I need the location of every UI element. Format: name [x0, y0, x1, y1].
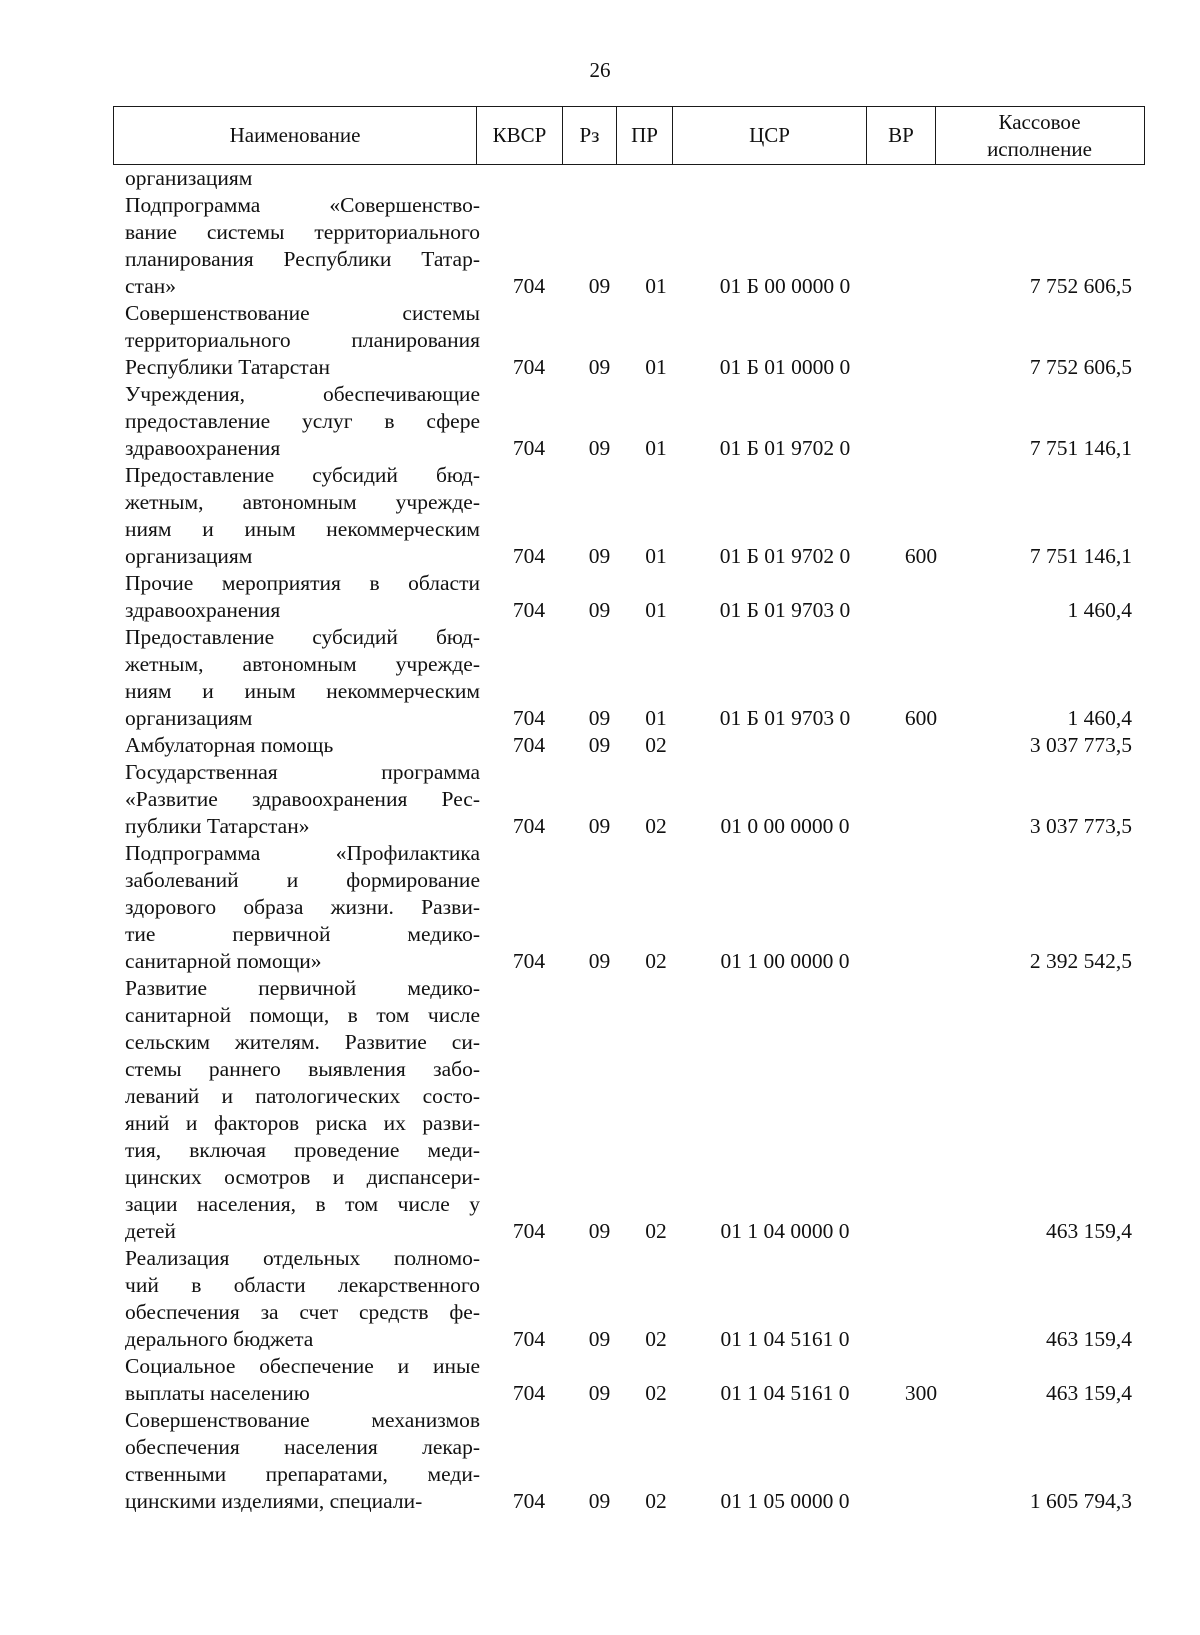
table-row [0, 1245, 1200, 1353]
row-name-line: детей [125, 1219, 176, 1243]
row-name [125, 1407, 480, 1515]
cell-csr: 01 1 04 0000 0 [720, 1219, 850, 1243]
cell-sum: 7 751 146,1 [1029, 544, 1132, 568]
table-row [0, 732, 1200, 759]
table-row [0, 975, 1200, 1245]
row-name-line: стемы раннего выявления забо- [125, 1057, 480, 1081]
cell-sum: 7 751 146,1 [1029, 436, 1132, 460]
cell-csr: 01 Б 01 9703 0 [719, 598, 851, 622]
row-name [125, 300, 480, 381]
cell-kvsr: 704 [512, 733, 546, 757]
cell-sum: 2 392 542,5 [1029, 949, 1132, 973]
row-name-line: здравоохранения [125, 436, 281, 460]
cell-pr: 02 [645, 1219, 667, 1243]
row-name-line: предоставление услуг в сфере [125, 409, 480, 433]
row-name-line: публики Татарстан» [125, 814, 310, 838]
row-name-line: Подпрограмма «Совершенство- [125, 193, 480, 217]
cell-pr: 02 [645, 1327, 667, 1351]
cell-rz: 09 [588, 598, 611, 622]
cell-sum: 1 460,4 [1067, 598, 1132, 622]
cell-sum: 3 037 773,5 [1029, 733, 1132, 757]
row-name [125, 759, 480, 840]
cell-pr: 02 [645, 1381, 667, 1405]
cell-kvsr: 704 [512, 814, 546, 838]
cell-sum: 463 159,4 [1046, 1219, 1132, 1243]
table-row [0, 300, 1200, 381]
cell-sum: 3 037 773,5 [1029, 814, 1132, 838]
row-name-line: жетным, автономным учрежде- [125, 490, 480, 514]
header-kvsr: КВСР [476, 107, 562, 164]
cell-sum: 1 460,4 [1067, 706, 1132, 730]
cell-pr: 01 [645, 598, 667, 622]
table-row [0, 570, 1200, 624]
row-name-line: Совершенствование механизмов [125, 1408, 480, 1432]
row-name-line: Амбулаторная помощь [125, 733, 334, 757]
cell-rz: 09 [588, 733, 611, 757]
row-name-line: зации населения, в том числе у [125, 1192, 480, 1216]
row-name-line: организациям [125, 166, 253, 190]
cell-csr: 01 Б 01 9702 0 [719, 544, 851, 568]
table-row [0, 840, 1200, 975]
cell-rz: 09 [588, 355, 611, 379]
row-name-line: обеспечения за счет средств фе- [125, 1300, 480, 1324]
row-name-line: Совершенствование системы [125, 301, 480, 325]
header-csr: ЦСР [672, 107, 866, 164]
row-name-line: чий в области лекарственного [125, 1273, 480, 1297]
row-name-line: территориального планирования [125, 328, 480, 352]
cell-pr: 01 [645, 355, 667, 379]
cell-csr: 01 Б 01 9703 0 [719, 706, 851, 730]
row-name [125, 624, 480, 732]
cell-rz: 09 [588, 1219, 611, 1243]
cell-kvsr: 704 [512, 1489, 546, 1513]
cell-kvsr: 704 [512, 1327, 546, 1351]
cell-pr: 01 [645, 436, 667, 460]
cell-sum: 463 159,4 [1046, 1327, 1132, 1351]
cell-kvsr: 704 [512, 355, 546, 379]
cell-vr: 600 [904, 544, 938, 568]
row-name-line: тие первичной медико- [125, 922, 480, 946]
table-row [0, 165, 1200, 192]
table-row [0, 1353, 1200, 1407]
cell-rz: 09 [588, 1327, 611, 1351]
cell-sum: 7 752 606,5 [1029, 355, 1132, 379]
cell-kvsr: 704 [512, 544, 546, 568]
cell-rz: 09 [588, 274, 611, 298]
header-pr: ПР [616, 107, 672, 164]
header-vr: ВР [866, 107, 935, 164]
row-name-line: Предоставление субсидий бюд- [125, 625, 480, 649]
row-name-line: вание системы территориального [125, 220, 480, 244]
header-sum-line2: исполнение [987, 136, 1092, 161]
cell-kvsr: 704 [512, 706, 546, 730]
table-body [0, 165, 1200, 1515]
row-name-line: выплаты населению [125, 1381, 310, 1405]
cell-sum: 463 159,4 [1046, 1381, 1132, 1405]
cell-rz: 09 [588, 706, 611, 730]
row-name-line: Реализация отдельных полномо- [125, 1246, 480, 1270]
cell-pr: 01 [645, 544, 667, 568]
row-name-line: Развитие первичной медико- [125, 976, 480, 1000]
row-name [125, 1245, 480, 1353]
cell-sum: 7 752 606,5 [1029, 274, 1132, 298]
row-name-line: леваний и патологических состо- [125, 1084, 480, 1108]
header-sum-line1: Кассовое [998, 109, 1081, 134]
table-header [113, 106, 1145, 165]
header-name: Наименование [229, 123, 361, 147]
cell-csr: 01 Б 01 0000 0 [719, 355, 851, 379]
page-number: 26 [589, 58, 611, 82]
row-name-line: здравоохранения [125, 598, 281, 622]
row-name-line: тия, включая проведение меди- [125, 1138, 480, 1162]
cell-kvsr: 704 [512, 1381, 546, 1405]
header-sum [935, 107, 1143, 164]
row-name-line: здорового образа жизни. Разви- [125, 895, 480, 919]
row-name-line: сельским жителям. Развитие си- [125, 1030, 480, 1054]
cell-csr: 01 1 00 0000 0 [720, 949, 850, 973]
cell-kvsr: 704 [512, 598, 546, 622]
row-name-line: цинских осмотров и диспансери- [125, 1165, 480, 1189]
row-name-line: яний и факторов риска их разви- [125, 1111, 480, 1135]
table-row [0, 192, 1200, 300]
row-name-line: цинскими изделиями, специали- [125, 1489, 423, 1513]
table-row [0, 381, 1200, 462]
row-name-line: Республики Татарстан [125, 355, 331, 379]
cell-pr: 02 [645, 1489, 667, 1513]
cell-sum: 1 605 794,3 [1029, 1489, 1132, 1513]
row-name-line: Подпрограмма «Профилактика [125, 841, 480, 865]
cell-pr: 02 [645, 814, 667, 838]
row-name [125, 732, 480, 759]
row-name-line: ниям и иным некоммерческим [125, 517, 480, 541]
row-name [125, 165, 480, 192]
cell-pr: 02 [645, 733, 667, 757]
cell-csr: 01 Б 00 0000 0 [719, 274, 851, 298]
cell-pr: 01 [645, 706, 667, 730]
row-name-line: Государственная программа [125, 760, 480, 784]
row-name-line: «Развитие здравоохранения Рес- [125, 787, 480, 811]
row-name-line: обеспечения населения лекар- [125, 1435, 480, 1459]
header-rz: Рз [562, 107, 616, 164]
cell-kvsr: 704 [512, 1219, 546, 1243]
cell-kvsr: 704 [512, 274, 546, 298]
row-name-line: Прочие мероприятия в области [125, 571, 480, 595]
row-name-line: Предоставление субсидий бюд- [125, 463, 480, 487]
row-name [125, 1353, 480, 1407]
row-name-line: заболеваний и формирование [125, 868, 480, 892]
cell-csr: 01 1 05 0000 0 [720, 1489, 850, 1513]
row-name-line: санитарной помощи, в том числе [125, 1003, 480, 1027]
cell-pr: 01 [645, 274, 667, 298]
cell-kvsr: 704 [512, 436, 546, 460]
cell-kvsr: 704 [512, 949, 546, 973]
cell-csr: 01 1 04 5161 0 [720, 1381, 850, 1405]
cell-rz: 09 [588, 436, 611, 460]
table-row [0, 624, 1200, 732]
cell-vr: 300 [904, 1381, 938, 1405]
cell-rz: 09 [588, 949, 611, 973]
row-name-line: организациям [125, 544, 253, 568]
cell-csr: 01 1 04 5161 0 [720, 1327, 850, 1351]
row-name-line: жетным, автономным учрежде- [125, 652, 480, 676]
row-name [125, 570, 480, 624]
row-name-line: стан» [125, 274, 176, 298]
row-name-line: Учреждения, обеспечивающие [125, 382, 480, 406]
row-name [125, 381, 480, 462]
row-name-line: санитарной помощи» [125, 949, 322, 973]
row-name [125, 462, 480, 570]
row-name [125, 840, 480, 975]
row-name-line: ниям и иным некоммерческим [125, 679, 480, 703]
table-row [0, 1407, 1200, 1515]
cell-csr: 01 0 00 0000 0 [720, 814, 850, 838]
row-name [125, 975, 480, 1245]
cell-rz: 09 [588, 1381, 611, 1405]
cell-rz: 09 [588, 814, 611, 838]
cell-pr: 02 [645, 949, 667, 973]
table-row [0, 462, 1200, 570]
row-name-line: планирования Республики Татар- [125, 247, 480, 271]
row-name-line: дерального бюджета [125, 1327, 314, 1351]
row-name-line: организациям [125, 706, 253, 730]
table-row [0, 759, 1200, 840]
cell-vr: 600 [904, 706, 938, 730]
row-name-line: Социальное обеспечение и иные [125, 1354, 480, 1378]
row-name [125, 192, 480, 300]
row-name-line: ственными препаратами, меди- [125, 1462, 480, 1486]
cell-csr: 01 Б 01 9702 0 [719, 436, 851, 460]
cell-rz: 09 [588, 544, 611, 568]
cell-rz: 09 [588, 1489, 611, 1513]
